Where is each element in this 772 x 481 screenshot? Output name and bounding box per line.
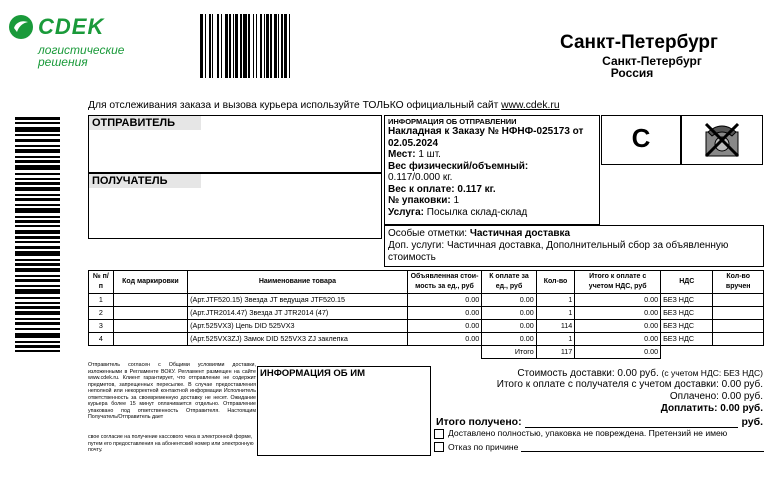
table-cell: 0.00 [575,294,661,307]
table-cell: (Арт.JTR2014.47) Звезда JT JTR2014 (47) [188,307,408,320]
table-total-row [89,346,764,359]
table-header-cell: К оплате за ед., руб [482,271,536,294]
table-cell: 0.00 [575,307,661,320]
items-table [88,270,764,359]
table-cell: 0.00 [407,294,482,307]
table-header-cell: Кол-во [536,271,575,294]
tracking-text: Для отслеживания заказа и вызова курьера используйте ТОЛЬКО официальный сайт [88,100,502,111]
special-marks [384,225,764,267]
cdek-logo-icon [8,14,34,40]
table-cell: БЕЗ НДС [661,333,713,346]
table-header-cell: Кол-во вручен [713,271,764,294]
table-row [89,307,764,320]
table-cell: 1 [536,333,575,346]
special-line: Особые отметки: Частичная доставка [388,228,571,239]
tariff-badge [601,115,681,165]
table-row [89,294,764,307]
table-header-cell: Наименование товара [188,271,408,294]
table-cell [407,346,482,359]
consent-text: свое согласие на получение кассового чека в электронной форме, путем его предоставления на абонентский номер или электронную почту. [88,434,254,453]
table-cell [113,307,187,320]
receiver-label: ПОЛУЧАТЕЛЬ [89,174,201,188]
logo [8,10,138,70]
table-cell: 0.00 [575,320,661,333]
table-cell: 0.00 [482,307,536,320]
table-cell: 0.00 [482,320,536,333]
table-cell: 0.00 [575,333,661,346]
shipment-weight-value: 0.117/0.000 кг. [388,172,453,183]
shipment-service: Услуга: Посылка склад-склад [388,206,528,218]
logo-line2: решения [38,55,88,69]
extra-services: Доп. услуги: Частичная доставка, Дополнительный сбор за объявленную стоимость [388,240,729,263]
refuse-reason-input[interactable] [521,441,764,452]
total-sum: 0.00 [575,346,661,359]
table-row [89,320,764,333]
received-unit: руб. [741,416,763,428]
table-cell: 0.00 [407,333,482,346]
check-delivered: Доставлено полностью, упаковка не повреждена. Претензий не имею [434,428,764,439]
table-row [89,333,764,346]
table-cell [713,346,764,359]
barcode-bar [289,14,290,78]
table-header-cell: Итого к оплате с учетом НДС, руб [575,271,661,294]
check-refuse: Отказ по причине [434,441,764,452]
to-pay: Итого к оплате с получателя с учетом доставки: 0.00 руб. [496,379,763,390]
shipment-header: ИНФОРМАЦИЯ ОБ ОТПРАВЛЕНИИ [388,117,517,126]
table-cell [113,346,187,359]
table-header-cell: Объявленная стои-мость за ед., руб [407,271,482,294]
table-cell: 0.00 [482,294,536,307]
table-cell [713,333,764,346]
table-cell [113,320,187,333]
shipment-invoice: Накладная к Заказу № НФНФ-025173 от 02.05.2024 [388,126,584,149]
table-cell: 3 [89,320,114,333]
received-label: Итого получено: [436,416,522,428]
table-header-cell: Код маркировки [113,271,187,294]
destination-city: Санкт-Петербург [602,54,702,68]
received-input[interactable] [525,416,739,428]
table-cell: 0.00 [482,333,536,346]
total-label: Итого [482,346,536,359]
extra-pay: Доплатить: 0.00 руб. [660,403,763,414]
no-phone-icon [702,120,742,160]
table-cell: (Арт.JTF520.15) Звезда JT ведущая JTF520.15 [188,294,408,307]
table-cell [188,346,408,359]
barcode-bar [15,352,60,355]
shipment-package: № упаковки: 1 [388,195,460,206]
tariff-letter: C [631,123,651,153]
table-cell: 114 [536,320,575,333]
received-line [436,416,763,428]
table-cell: БЕЗ НДС [661,320,713,333]
shipment-places: Мест: 1 шт. [388,149,441,160]
table-cell [113,333,187,346]
sender-label: ОТПРАВИТЕЛЬ [89,116,201,130]
no-phone-box [681,115,763,165]
table-cell: БЕЗ НДС [661,294,713,307]
top-barcode [200,14,375,78]
table-cell: 4 [89,333,114,346]
table-header-cell: НДС [661,271,713,294]
destination-country: Россия [610,66,654,80]
logo-line1: логистические [38,43,125,57]
total-qty: 117 [536,346,575,359]
destination-city-big: Санкт-Петербург [560,32,718,53]
table-cell: (Арт.525VX3) Цепь DID 525VX3 [188,320,408,333]
table-cell: 0.00 [407,307,482,320]
table-cell: 1 [89,294,114,307]
logo-brand: СDEK [38,14,105,39]
table-cell [713,294,764,307]
receiver-box [88,173,382,239]
terms-text: Отправитель согласен с Общими условиями доставки, изложенными в Регламенте ВОКУ. Регламент размещен на сайте www.cdek.ru. Клиент гарантирует, что отправление не содержит предметов, запрещенных пересылке. В случае предоставления неполной или некорректной контактной информации Исполнитель ответственность за своевременную доставку не несет. Ожидание курьера более 15 минут оплачивается отдельно. Отправление упаковано под ответственность Отправителя. Настоящим Получатель/Отправитель дает [88,362,256,420]
table-cell [713,320,764,333]
table-cell: (Арт.525VX3ZJ) Замок DID 525VX3 ZJ заклепка [188,333,408,346]
table-cell [713,307,764,320]
shipment-weight-label: Вес физический/объемный: [388,160,529,172]
sender-box [88,115,382,173]
table-header-cell: № п/п [89,271,114,294]
shipment-info [384,115,600,225]
table-cell: 2 [89,307,114,320]
table-cell: 0.00 [407,320,482,333]
tracking-notice [88,100,560,111]
table-cell: 1 [536,307,575,320]
delivery-cost: Стоимость доставки: 0.00 руб. (с учетом НДС: БЕЗ НДС) [517,368,763,379]
im-info-label: ИНФОРМАЦИЯ ОБ ИМ [260,368,366,379]
checkbox-delivered[interactable] [434,429,444,439]
im-info-box [257,366,431,456]
checkbox-refuse[interactable] [434,442,444,452]
cdek-link[interactable]: www.cdek.ru [501,100,560,111]
table-cell: БЕЗ НДС [661,307,713,320]
paid: Оплачено: 0.00 руб. [669,391,763,402]
table-cell [113,294,187,307]
table-cell [661,346,713,359]
side-barcode [15,117,60,472]
table-cell: 1 [536,294,575,307]
table-cell [89,346,114,359]
shipment-pay-weight: Вес к оплате: 0.117 кг. [388,183,496,195]
